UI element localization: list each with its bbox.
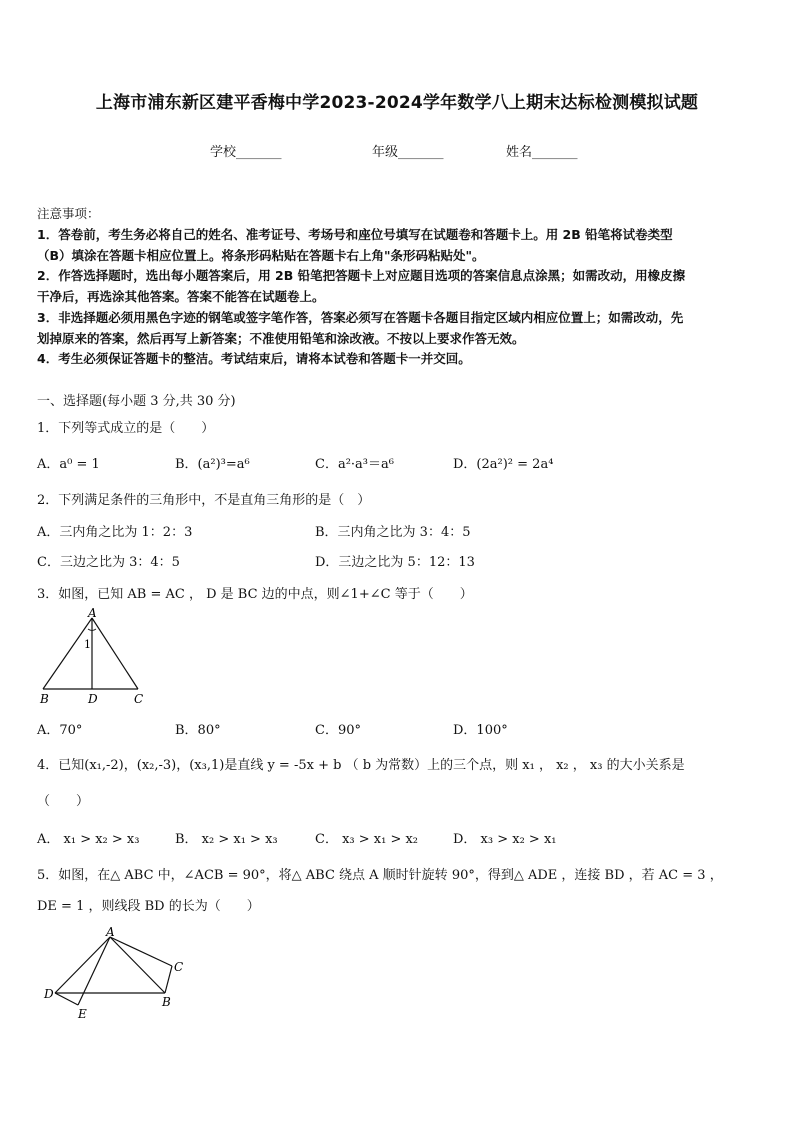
segment-ae [78,937,110,1005]
segment-cb [165,966,172,993]
label-d: D [44,987,54,1001]
label-d: D [88,692,98,706]
question-4-stem-cont: （ ） [37,794,90,809]
question-3-option-c: C．90° [315,723,361,738]
label-a: A [106,925,115,939]
question-1-stem: 1．下列等式成立的是（ ） [37,421,215,436]
question-4-option-d: D． x₃ > x₂ > x₁ [453,832,557,847]
segment-ac [92,618,138,689]
question-5-stem-cont: DE = 1 ，则线段 BD 的长为（ ） [37,899,260,914]
notice-heading: 注意事项： [37,206,100,221]
question-4-option-a: A． x₁ > x₂ > x₃ [37,832,140,847]
question-2-option-c: C．三边之比为 3：4：5 [37,555,180,570]
segment-ab [43,618,92,689]
question-3-option-a: A．70° [37,723,83,738]
label-e: E [78,1007,87,1021]
notice-line: 1．答卷前，考生务必将自己的姓名、准考证号、考场号和座位号填写在试题卷和答题卡上。用 2B 铅笔将试卷类型 [37,227,673,242]
question-5-stem: 5．如图，在△ ABC 中，∠ACB = 90°，将△ ABC 绕点 A 顺时针旋转 90°，得到△ ADE ，连接 BD ，若 AC = 3 ， [37,868,723,883]
section-heading: 一、选择题(每小题 3 分,共 30 分) [37,394,236,409]
question-3-option-b: B．80° [175,723,221,738]
question-4-option-c: C． x₃ > x₁ > x₂ [315,832,419,847]
question-1-option-c: C．a²·a³＝a⁶ [315,457,394,472]
segment-ad [55,937,110,993]
question-2-option-d: D．三边之比为 5：12：13 [315,555,475,570]
question-3-stem: 3．如图，已知 AB = AC ， D 是 BC 边的中点，则∠1+∠C 等于（ ） [37,587,473,602]
notice-line: 4．考生必须保证答题卡的整洁。考试结束后，请将本试卷和答题卡一并交回。 [37,351,471,366]
question-1-option-b: B．(a²)³=a⁶ [175,457,250,472]
label-a: A [88,608,97,620]
notice-line: 划掉原来的答案，然后再写上新答案；不准使用铅笔和涂改液。不按以上要求作答无效。 [37,331,525,346]
notice-line: 3．非选择题必须用黑色字迹的钢笔或签字笔作答，答案必须写在答题卡各题目指定区域内相应位置上；如需改动，先 [37,310,684,325]
notice-line: 2．作答选择题时，选出每小题答案后，用 2B 铅笔把答题卡上对应题目选项的答案信息点涂黑；如需改动，用橡皮擦 [37,268,686,283]
question-4-stem: 4．已知(x₁,-2)，(x₂,-3)，(x₃,1)是直线 y = -5x + b （ b 为常数）上的三个点，则 x₁ ， x₂ ， x₃ 的大小关系是 [37,758,685,773]
question-4-option-b: B． x₂ > x₁ > x₃ [175,832,278,847]
question-2-option-a: A．三内角之比为 1：2：3 [37,525,193,540]
question-3-figure [30,608,160,708]
notice-line: 干净后，再选涂其他答案。答案不能答在试题卷上。 [37,289,325,304]
name-field: 姓名_______ [506,145,578,160]
notice-line: （B）填涂在答题卡相应位置上。将条形码粘贴在答题卡右上角"条形码粘贴处"。 [37,248,485,263]
question-2-stem: 2．下列满足条件的三角形中，不是直角三角形的是（ ） [37,493,371,508]
segment-ab [110,937,165,993]
question-1-option-d: D．(2a²)² = 2a⁴ [453,457,554,472]
question-2-option-b: B．三内角之比为 3：4：5 [315,525,471,540]
grade-field: 年级_______ [372,145,444,160]
segment-ac [110,937,172,966]
label-b: B [162,995,171,1009]
question-5-figure [40,925,200,1025]
label-angle-1: 1 [84,638,91,651]
page-title: 上海市浦东新区建平香梅中学2023-2024学年数学八上期末达标检测模拟试题 [95,93,699,113]
question-1-option-a: A．a⁰ = 1 [37,457,100,472]
label-b: B [40,692,49,706]
label-c: C [174,960,184,974]
school-field: 学校_______ [210,145,282,160]
label-c: C [134,692,144,706]
question-3-option-d: D．100° [453,723,508,738]
segment-de [55,993,78,1005]
